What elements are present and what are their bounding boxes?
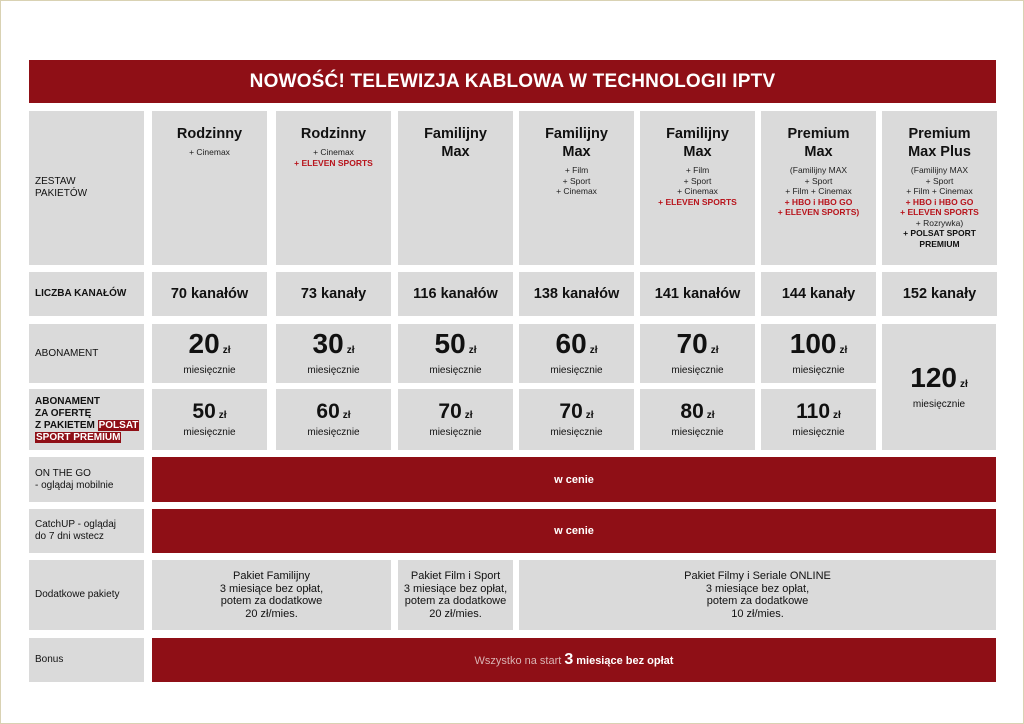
currency: zł <box>585 409 594 421</box>
package-4 <box>519 111 634 265</box>
package-line: PREMIUM <box>919 238 960 249</box>
sport-premium-highlight: SPORT PREMIUM <box>36 431 121 443</box>
label-abonament-polsat <box>29 389 144 450</box>
package-6 <box>761 111 876 265</box>
package-line: + Cinemax <box>189 147 230 157</box>
price-abonament <box>152 324 267 383</box>
currency: zł <box>959 378 968 390</box>
price-number: 70 <box>438 399 462 423</box>
label-on-the-go: ON THE GO - oglądaj mobilnie <box>29 457 144 502</box>
label-catchup: CatchUP - oglądaj do 7 dni wstecz <box>29 509 144 553</box>
price-value <box>435 330 477 365</box>
price-abonament <box>761 324 876 383</box>
currency: zł <box>464 409 473 421</box>
price-abonament <box>519 324 634 383</box>
package-name: Familijny Max <box>666 126 729 160</box>
per-month: miesięcznie <box>671 426 724 438</box>
label-liczba-kanalow: LICZBA KANAŁÓW <box>29 272 144 316</box>
catchup-bar: w cenie <box>152 509 996 553</box>
per-month: miesięcznie <box>550 426 603 438</box>
price-value <box>438 401 472 427</box>
currency: zł <box>218 409 227 421</box>
package-line: + Cinemax <box>677 186 718 196</box>
package-2 <box>276 111 391 265</box>
price-number: 60 <box>316 399 340 423</box>
channel-count: 141 kanałów <box>640 272 755 316</box>
package-line: + Sport <box>683 175 712 186</box>
currency: zł <box>346 345 355 356</box>
extra-familijny: Pakiet Familijny 3 miesiące bez opłat, potem za dodatkowe 20 zł/mies. <box>152 560 391 630</box>
currency: zł <box>342 409 351 421</box>
package-line: + Cinemax <box>556 186 597 196</box>
label-abonament: ABONAMENT <box>29 324 144 383</box>
package-name: Premium Max <box>787 126 850 160</box>
price-polsat <box>640 389 755 450</box>
package-line: + ELEVEN SPORTS <box>900 207 979 217</box>
package-name: Rodzinny <box>176 126 243 142</box>
package-name: Rodzinny <box>300 126 367 142</box>
per-month: miesięcznie <box>307 365 360 376</box>
currency: zł <box>468 345 477 356</box>
price-polsat <box>152 389 267 450</box>
channel-count: 73 kanały <box>276 272 391 316</box>
per-month: miesięcznie <box>671 365 724 376</box>
label-dodatkowe: Dodatkowe pakiety <box>29 560 144 630</box>
package-name: Familijny Max <box>545 126 608 160</box>
price-value <box>559 401 593 427</box>
on-the-go-bar: w cenie <box>152 457 996 502</box>
per-month: miesięcznie <box>307 426 360 438</box>
package-line: + Film <box>685 165 710 175</box>
price-value <box>910 361 968 399</box>
price-value <box>790 330 848 365</box>
channel-count: 70 kanałów <box>152 272 267 316</box>
package-line: (Familijny MAX <box>910 165 969 175</box>
package-5 <box>640 111 755 265</box>
package-7 <box>882 111 997 265</box>
currency: zł <box>710 345 719 356</box>
extra-title: Pakiet Film i Sport <box>410 570 501 582</box>
price-number: 60 <box>555 328 587 359</box>
currency: zł <box>222 345 231 356</box>
price-number: 30 <box>312 328 344 359</box>
package-line: + POLSAT SPORT <box>903 228 976 238</box>
price-number: 100 <box>789 328 837 359</box>
extra-film-sport: Pakiet Film i Sport 3 miesiące bez opłat, potem za dodatkowe 20 zł/mies. <box>398 560 513 630</box>
price-number: 20 <box>188 328 220 359</box>
channel-count: 116 kanałów <box>398 272 513 316</box>
price-value <box>192 401 226 427</box>
label-bonus: Bonus <box>29 638 144 682</box>
currency: zł <box>839 345 848 356</box>
label-oferta-text: ABONAMENT ZA OFERTĘ Z PAKIETEM <box>35 395 100 431</box>
price-number: 80 <box>680 399 704 423</box>
per-month: miesięcznie <box>183 365 236 376</box>
label-zestaw: ZESTAW PAKIETÓW <box>29 111 144 265</box>
price-number: 70 <box>676 328 708 359</box>
bonus-text: Wszystko na start 3 miesiące bez opłat <box>474 651 674 668</box>
price-polsat <box>519 389 634 450</box>
price-value <box>796 401 841 427</box>
package-1 <box>152 111 267 265</box>
page-title: NOWOŚĆ! TELEWIZJA KABLOWA W TECHNOLOGII IPTV <box>29 60 996 103</box>
per-month: miesięcznie <box>792 365 845 376</box>
per-month: miesięcznie <box>183 426 236 438</box>
package-line: + Film <box>564 165 589 175</box>
package-line: (Familijny MAX <box>789 165 848 175</box>
per-month: miesięcznie <box>912 398 966 410</box>
price-polsat <box>398 389 513 450</box>
package-line: + Sport <box>925 175 954 186</box>
price-value <box>677 330 719 365</box>
bonus-bar <box>152 638 996 682</box>
package-line: + ELEVEN SPORTS) <box>777 207 860 217</box>
currency: zł <box>589 345 598 356</box>
package-line: + Sport <box>562 175 591 186</box>
price-value <box>316 401 350 427</box>
price-number: 120 <box>910 361 957 393</box>
extra-filmy-seriale: Pakiet Filmy i Seriale ONLINE 3 miesiące bez opłat, potem za dodatkowe 10 zł/mies. <box>519 560 996 630</box>
per-month: miesięcznie <box>792 426 845 438</box>
price-number: 50 <box>434 328 466 359</box>
price-value <box>313 330 355 365</box>
package-line: + Film + Cinemax <box>785 186 852 196</box>
price-abonament <box>276 324 391 383</box>
package-name: Premium Max Plus <box>908 126 971 160</box>
package-line: + Sport <box>804 175 833 186</box>
price-value <box>680 401 714 427</box>
price-abonament <box>398 324 513 383</box>
package-line: + Rozrywka) <box>915 217 964 228</box>
price-abonament <box>640 324 755 383</box>
polsat-highlight: POLSAT <box>98 419 139 431</box>
package-line: + Cinemax <box>313 147 354 157</box>
channel-count: 138 kanałów <box>519 272 634 316</box>
channel-count: 144 kanały <box>761 272 876 316</box>
package-line: + HBO i HBO GO <box>784 196 853 207</box>
extra-title: Pakiet Filmy i Seriale ONLINE <box>684 570 831 582</box>
per-month: miesięcznie <box>429 426 482 438</box>
package-line: + ELEVEN SPORTS <box>658 196 737 207</box>
extra-title: Pakiet Familijny <box>232 570 311 582</box>
package-line: + ELEVEN SPORTS <box>294 157 373 168</box>
price-polsat <box>276 389 391 450</box>
price-number: 110 <box>796 399 831 423</box>
price-value <box>556 330 598 365</box>
price-polsat <box>761 389 876 450</box>
per-month: miesięcznie <box>429 365 482 376</box>
price-value <box>189 330 231 365</box>
package-line: + HBO i HBO GO <box>905 196 974 207</box>
package-name: Familijny Max <box>424 126 487 160</box>
package-line: + Film + Cinemax <box>906 186 973 196</box>
currency: zł <box>833 409 841 421</box>
per-month: miesięcznie <box>550 365 603 376</box>
channel-count: 152 kanały <box>882 272 997 316</box>
price-number: 50 <box>192 399 216 423</box>
currency: zł <box>706 409 715 421</box>
price-number: 70 <box>559 399 583 423</box>
price-abonament-merged <box>882 324 996 450</box>
package-3 <box>398 111 513 265</box>
